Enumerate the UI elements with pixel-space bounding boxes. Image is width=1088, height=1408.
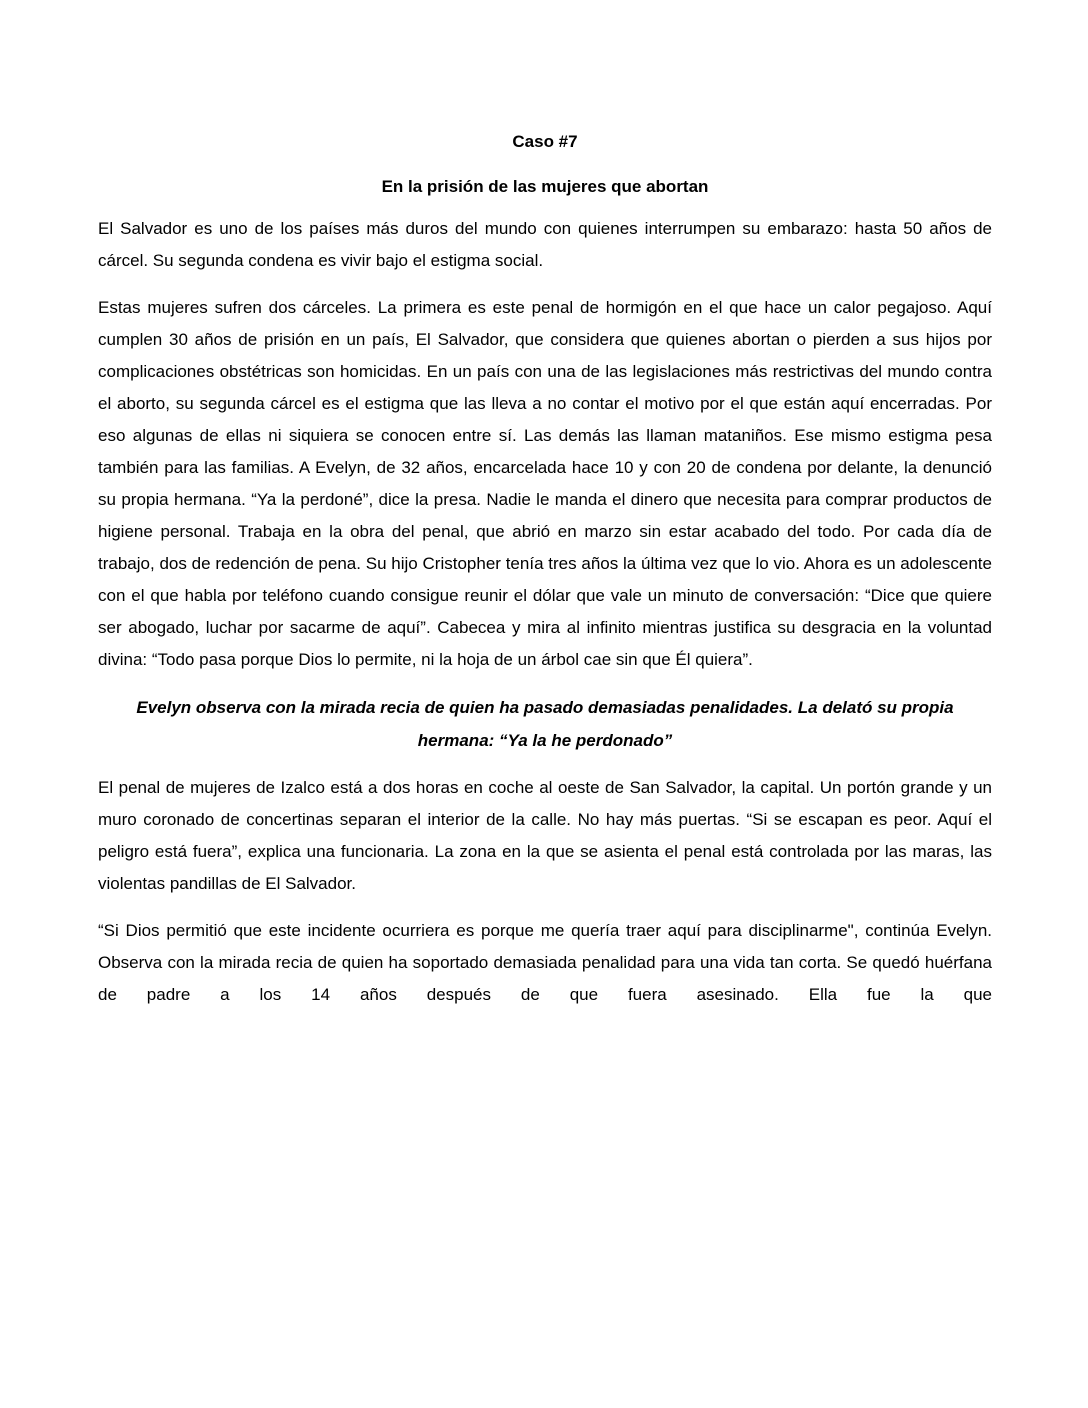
highlight-quote: Evelyn observa con la mirada recia de quien ha pasado demasiadas penalidades. La delató su propia hermana: “Ya la he perdonado” [136,698,954,750]
paragraph-izalco-prison: El penal de mujeres de Izalco está a dos horas en coche al oeste de San Salvador, la capital. Un portón grande y un muro coronado de concertinas separan el interior de la calle. No hay más puertas. “Si se escapan es peor. Aquí el peligro está fuera”, explica una funcionaria. La zona en la que se asienta el penal está controlada por las maras, las violentas pandillas de El Salvador. [98,778,992,893]
document-title: En la prisión de las mujeres que abortan [381,177,709,196]
case-number: Caso #7 [512,132,578,151]
document-body [98,128,992,1026]
paragraph-two-prisons: Estas mujeres sufren dos cárceles. La primera es este penal de hormigón en el que hace un calor pegajoso. Aquí cumplen 30 años de prisión en un país, El Salvador, que considera que quienes abortan o pierden a sus hijos por complicaciones obstétricas son homicidas. En un país con una de las legislaciones más restrictivas del mundo contra el aborto, su segunda cárcel es el estigma que las lleva a no contar el motivo por el que están aquí encerradas. Por eso algunas de ellas ni siquiera se conocen entre sí. Las demás las llaman mataniños. Ese mismo estigma pesa también para las familias. A Evelyn, de 32 años, encarcelada hace 10 y con 20 de condena por delante, la denunció su propia hermana. “Ya la perdoné”, dice la presa. Nadie le manda el dinero que necesita para comprar productos de higiene personal. Trabaja en la obra del penal, que abrió en marzo sin estar acabado del todo. Por cada día de trabajo, dos de redención de pena. Su hijo Cristopher tenía tres años la última vez que lo vio. Ahora es un adolescente con el que habla por teléfono cuando consigue reunir el dólar que vale un minuto de conversación: “Dice que quiere ser abogado, luchar por sacarme de aquí”. Cabecea y mira al infinito mientras justifica su desgracia en la voluntad divina: “Todo pasa porque Dios lo permite, ni la hoja de un árbol cae sin que Él quiera”. [98,298,992,669]
paragraph-evelyn-continues: “Si Dios permitió que este incidente ocurriera es porque me quería traer aquí para disciplinarme", continúa Evelyn. Observa con la mirada recia de quien ha soportado demasiada penalidad para una vida tan corta. Se quedó huérfana de padre a los 14 años después de que fuera asesinado. Ella fue la que [98,921,992,1004]
paragraph-intro: El Salvador es uno de los países más duros del mundo con quienes interrumpen su embarazo: hasta 50 años de cárcel. Su segunda condena es vivir bajo el estigma social. [98,219,992,270]
